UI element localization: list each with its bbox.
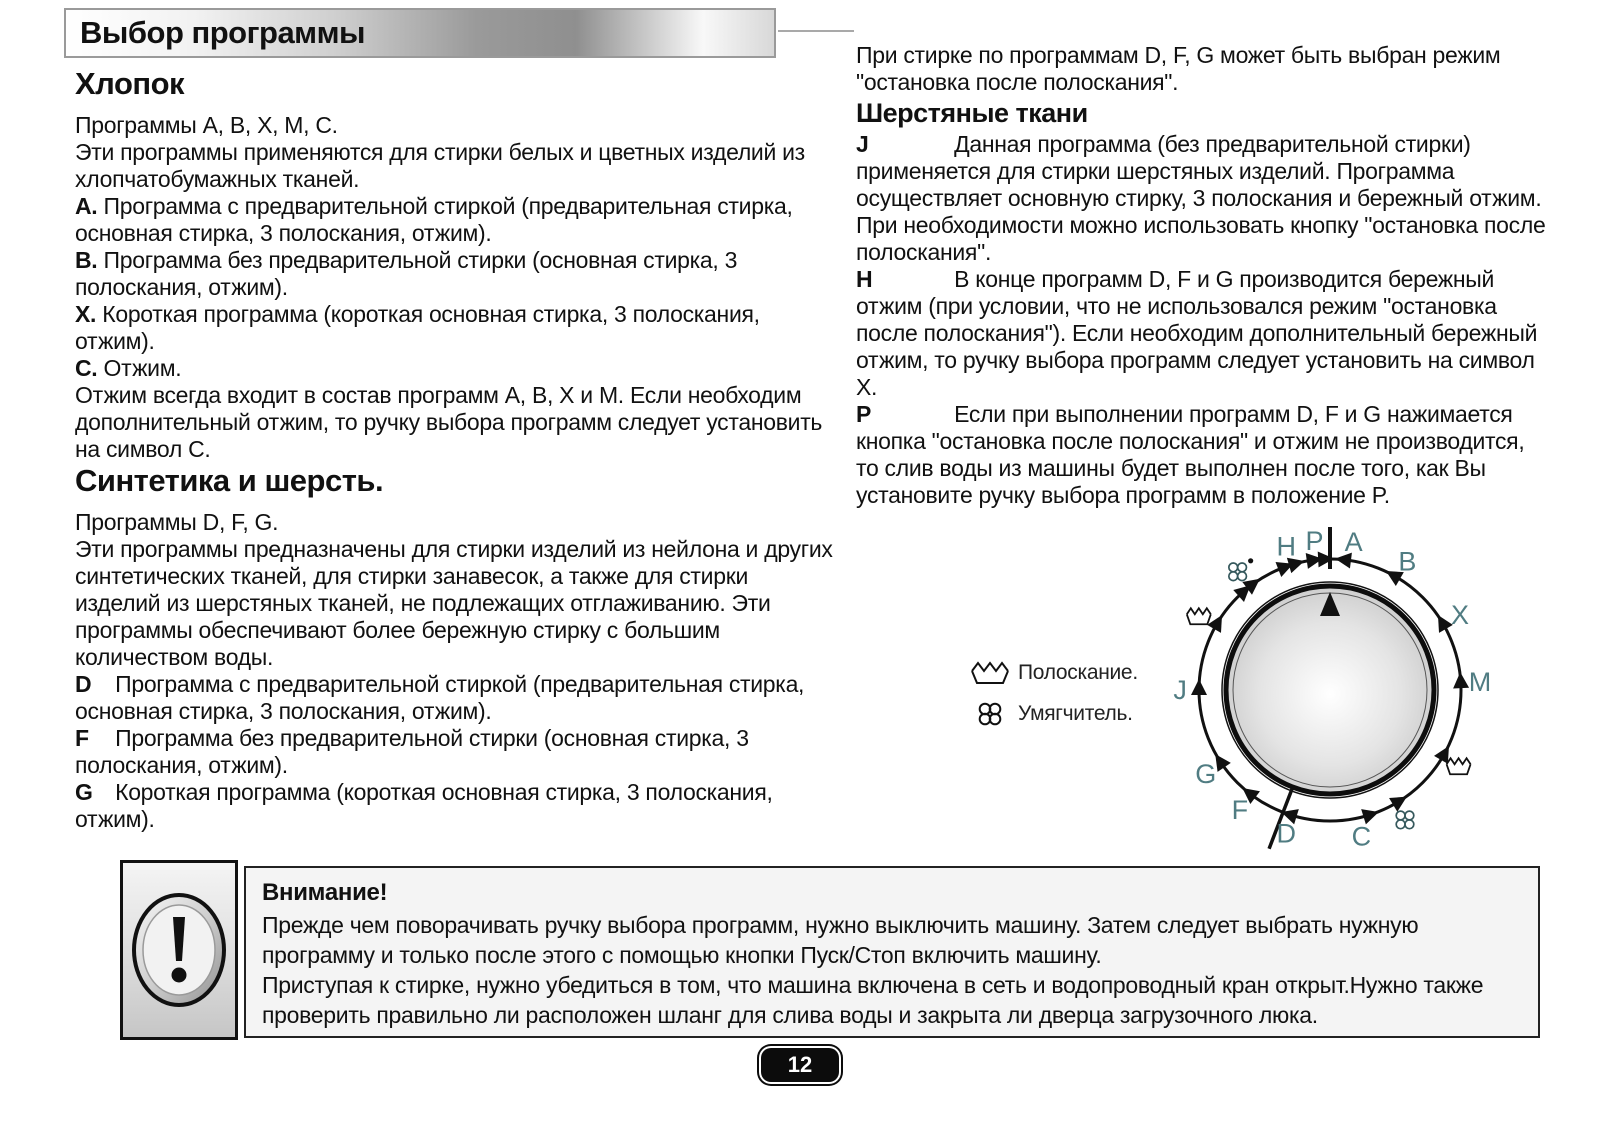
- program-letter: G: [75, 779, 93, 805]
- dial-label-G: G: [1195, 758, 1216, 789]
- wool-program-list: [856, 131, 1548, 509]
- section-title-wool: Шерстяные ткани: [856, 98, 1088, 128]
- program-letter: H: [856, 266, 873, 292]
- dial-label-J: J: [1173, 675, 1187, 705]
- dial-knob[interactable]: [1226, 586, 1434, 794]
- program-selector-dial: [1130, 498, 1530, 868]
- program-letter: J: [856, 131, 869, 157]
- right-intro: При стирке по программам D, F, G может быть выбран режим "остановка после полоскания".: [856, 42, 1501, 95]
- program-letter: C.: [75, 355, 98, 381]
- dial-softener-icon: [1396, 811, 1414, 829]
- program-letter: P: [856, 401, 872, 427]
- program-item-D: D Программа с предварительной стиркой (предварительная стирка, основная стирка, 3 полоскания, отжим).: [75, 671, 805, 724]
- program-item-C: C. Отжим.: [75, 355, 182, 381]
- program-item-B: B. Программа без предварительной стирки (основная стирка, 3 полоскания, отжим).: [75, 247, 738, 300]
- program-item-G: G Короткая программа (короткая основная стирка, 3 полоскания, отжим).: [75, 779, 773, 832]
- left-column: [75, 66, 837, 833]
- warning-icon-panel: [120, 860, 238, 1040]
- program-letter: A.: [75, 193, 98, 219]
- rinse-icon: [968, 660, 1012, 686]
- synthetic-program-list: [75, 671, 837, 833]
- dial-arrow-icon: [1431, 611, 1453, 633]
- cotton-intro-line: Эти программы применяются для стирки белых и цветных изделий из хлопчатобумажных тканей.: [75, 139, 805, 192]
- dial-label-M: M: [1468, 667, 1491, 698]
- dial-label-P: P: [1305, 525, 1324, 556]
- warning-box: [244, 866, 1540, 1038]
- program-item-F: F Программа без предварительной стирки (основная стирка, 3 полоскания, отжим).: [75, 725, 749, 778]
- warning-line: Приступая к стирке, нужно убедиться в том, что машина включена в сеть и водопроводный кран открыт.Нужно также проверить правильно ли расположен шланг для слива воды и закрыта ли дверца загрузочного люка.: [262, 972, 1484, 1028]
- header-rule: [778, 30, 854, 32]
- section-title-synthetic: Синтетика и шерсть.: [75, 463, 384, 498]
- program-letter: F: [75, 725, 89, 751]
- dial-legend: [968, 660, 1138, 742]
- synthetic-intro: [75, 509, 837, 671]
- cotton-intro-line: Программы A, B, X, M, C.: [75, 112, 338, 138]
- dial-arrow-icon: [1191, 679, 1207, 695]
- program-item-A: A. Программа с предварительной стиркой (предварительная стирка, основная стирка, 3 полоскания, отжим).: [75, 193, 793, 246]
- right-column: [856, 42, 1548, 509]
- legend-softener-label: Умягчитель.: [1018, 702, 1133, 725]
- dial-label-X: X: [1451, 600, 1469, 630]
- dial-rinse-icon: [1447, 758, 1471, 774]
- program-item-P: P Если при выполнении программ D, F и G нажимается кнопка "остановка после полоскания" и отжим не производится, то слив воды из машины будет выполнен после того, как Вы установите ручку выбора программ в положение P.: [856, 401, 1525, 508]
- synthetic-intro-line: Программы D, F, G.: [75, 509, 279, 535]
- legend-rinse-label: Полоскание.: [1018, 661, 1138, 684]
- dial-label-B: B: [1398, 546, 1417, 577]
- dial-label-H: H: [1276, 531, 1296, 562]
- dial-label-C: C: [1351, 821, 1371, 852]
- program-letter: B.: [75, 247, 98, 273]
- program-item-H: H В конце программ D, F и G производится бережный отжим (при условии, что не использовался режим "остановка после полоскания"). Если необходим дополнительный бережный отжим, то ручку выбора программ следует установить на символ X.: [856, 266, 1538, 400]
- cotton-intro: [75, 112, 837, 193]
- dial-rinse-icon: [1187, 608, 1211, 624]
- synthetic-intro-line: Эти программы предназначены для стирки изделий из нейлона и других синтетических тканей, для стирки занавесок, а также для стирки изделий из шерстяных тканей, не подлежащих отглаживанию. Эти программы обеспечивают более бережную стирку с большим количеством воды.: [75, 536, 833, 670]
- page-number-badge: [761, 1048, 839, 1082]
- page-number: 12: [787, 1052, 813, 1077]
- dial-label-A: A: [1344, 526, 1363, 557]
- legend-softener: [968, 700, 1138, 728]
- program-item-J: J Данная программа (без предварительной стирки) применяется для стирки шерстяных изделий. Программа осуществляет основную стирку, 3 полоскания и бережный отжим. При необходимости можно использовать кнопку "остановка после полоскания".: [856, 131, 1546, 265]
- warning-title: Внимание!: [262, 879, 388, 906]
- softener-icon: [968, 700, 1012, 728]
- cotton-outro: Отжим всегда входит в состав программ A, B, X и M. Если необходим дополнительный отжим, то ручку выбора программ следует установить на символ C.: [75, 382, 823, 462]
- section-title-cotton: Хлопок: [75, 66, 185, 101]
- page-title-bar: [64, 8, 776, 58]
- dial-arrow-icon: [1389, 790, 1411, 812]
- program-letter: X.: [75, 301, 97, 327]
- page-title: Выбор программы: [80, 15, 366, 50]
- warning-line: Прежде чем поворачивать ручку выбора программ, нужно выключить машину. Затем следует выбрать нужную программу и только после этого с помощью кнопки Пуск/Стоп включить машину.: [262, 912, 1419, 968]
- dial-label-F: F: [1231, 794, 1248, 825]
- warning-body: [262, 910, 1522, 1030]
- program-letter: D: [75, 671, 92, 697]
- exclamation-icon: [129, 889, 229, 1011]
- dial-softener-dot-icon: [1229, 558, 1253, 580]
- dial-arrow-icon: [1452, 672, 1469, 689]
- dial-label-D: D: [1276, 818, 1296, 849]
- cotton-program-list: [75, 193, 837, 382]
- legend-rinse: [968, 660, 1138, 686]
- program-item-X: X. Короткая программа (короткая основная стирка, 3 полоскания, отжим).: [75, 301, 760, 354]
